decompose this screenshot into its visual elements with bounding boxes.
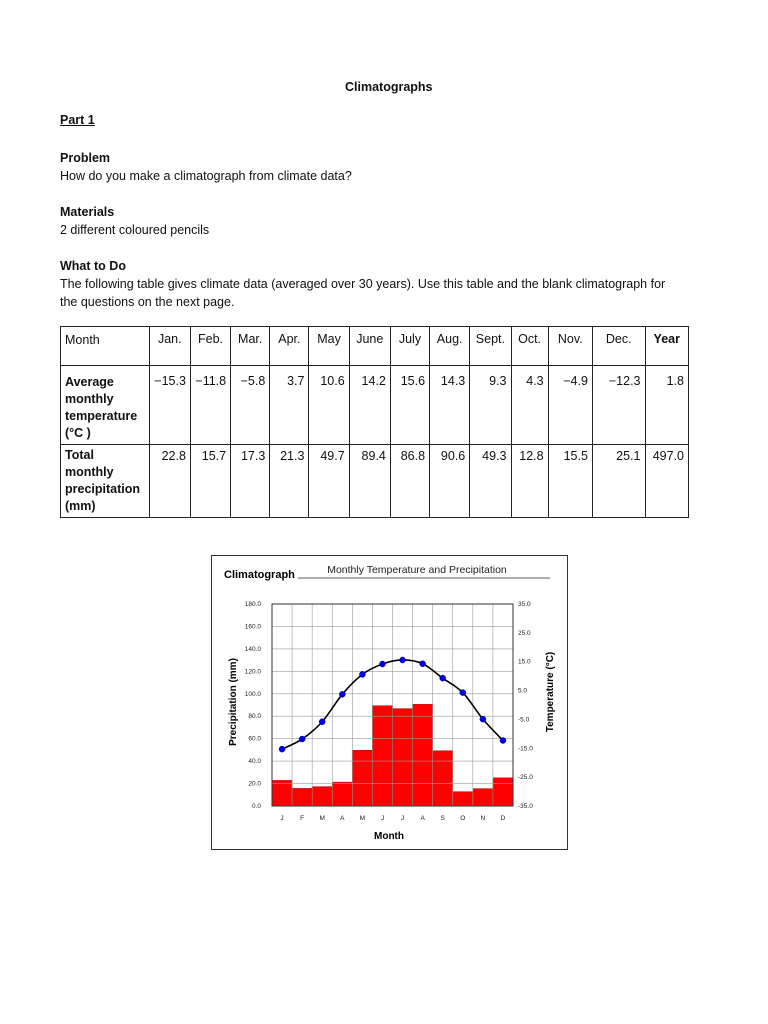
precipitation-cell: 17.3 <box>231 445 270 518</box>
precipitation-cell: 90.6 <box>430 445 470 518</box>
month-header-cell: Apr. <box>270 327 309 366</box>
precipitation-cell: 22.8 <box>149 445 190 518</box>
precipitation-bar <box>413 704 433 806</box>
precipitation-bar <box>312 787 332 806</box>
y-tick-label: 80.0 <box>248 713 261 721</box>
label-line: monthly <box>65 392 114 406</box>
temperature-cell: 15.6 <box>390 366 429 445</box>
precipitation-bar <box>493 778 513 806</box>
month-header-cell: Aug. <box>430 327 470 366</box>
label-line: precipitation <box>65 482 141 496</box>
precipitation-bar <box>292 788 312 806</box>
label-line: Total <box>65 448 94 462</box>
year-header-cell: Year <box>645 327 688 366</box>
precipitation-bar <box>433 751 453 806</box>
materials-heading: Materials <box>60 205 115 219</box>
x-axis-label: Month <box>374 831 404 842</box>
x-tick-label: D <box>500 815 506 822</box>
y-tick-label: 140.0 <box>244 645 261 653</box>
temperature-cell: 14.3 <box>430 366 470 445</box>
page-title: Climatographs <box>345 80 433 94</box>
x-tick-label: M <box>319 815 325 822</box>
x-tick-label: J <box>380 815 385 822</box>
x-tick-label: F <box>300 815 305 822</box>
materials-text: 2 different coloured pencils <box>60 223 210 237</box>
y2-tick-label: -35.0 <box>518 803 533 810</box>
y-tick-label: 180.0 <box>244 601 261 608</box>
temperature-cell: −4.9 <box>548 366 592 445</box>
temperature-cell: 14.2 <box>349 366 390 445</box>
temperature-point <box>500 737 506 743</box>
temperature-cell: −15.3 <box>149 366 190 445</box>
temperature-cell: −11.8 <box>190 366 230 445</box>
label-line: temperature <box>65 409 138 423</box>
x-tick-label: A <box>420 815 425 822</box>
label-line: (mm) <box>65 499 96 513</box>
precipitation-bar <box>272 780 292 806</box>
month-header-cell: Oct. <box>511 327 548 366</box>
problem-text: How do you make a climatograph from climate data? <box>60 169 352 183</box>
temperature-label-cell <box>61 366 150 445</box>
temperature-point <box>319 719 325 725</box>
month-header-cell: Sept. <box>470 327 511 366</box>
y2-tick-label: 5.0 <box>518 687 528 695</box>
chart-title: Monthly Temperature and Precipitation <box>327 564 507 576</box>
temperature-cell: 9.3 <box>470 366 511 445</box>
whattodo-text-line1: The following table gives climate data (averaged over 30 years). Use this table and the blank climatograph for <box>60 277 666 291</box>
precipitation-cell: 49.7 <box>309 445 349 518</box>
y-tick-label: 120.0 <box>244 668 261 676</box>
climatograph-svg <box>212 556 567 849</box>
x-tick-label: N <box>480 815 486 822</box>
temperature-cell: −12.3 <box>592 366 645 445</box>
precipitation-cell: 86.8 <box>390 445 429 518</box>
precipitation-bar <box>352 750 372 806</box>
label-line: (°C ) <box>65 426 91 440</box>
precipitation-cell: 89.4 <box>349 445 390 518</box>
temperature-point <box>420 661 426 667</box>
precipitation-year-cell: 497.0 <box>645 445 688 518</box>
temperature-point <box>460 690 466 696</box>
y-tick-label: 0.0 <box>251 803 261 810</box>
month-header-cell: Mar. <box>231 327 270 366</box>
header-label-cell: Month <box>61 327 150 366</box>
temperature-point <box>440 675 446 681</box>
table-row-precipitation <box>61 445 689 518</box>
precipitation-cell: 49.3 <box>470 445 511 518</box>
problem-heading: Problem <box>60 151 111 165</box>
y2-tick-label: -25.0 <box>518 774 533 782</box>
table-row-temperature <box>61 366 689 445</box>
y-tick-label: 20.0 <box>248 780 261 788</box>
precipitation-bar <box>332 782 352 806</box>
x-tick-label: M <box>359 815 366 822</box>
temperature-cell: −5.8 <box>231 366 270 445</box>
y2-tick-label: 35.0 <box>518 601 531 608</box>
temperature-cell: 10.6 <box>309 366 349 445</box>
precipitation-cell: 12.8 <box>511 445 548 518</box>
precipitation-bar <box>473 789 493 806</box>
chart-label: Climatograph <box>224 569 295 581</box>
precipitation-cell: 15.5 <box>548 445 592 518</box>
precipitation-bar <box>393 709 413 806</box>
whattodo-heading: What to Do <box>60 259 126 273</box>
precipitation-cell: 25.1 <box>592 445 645 518</box>
temperature-year-cell: 1.8 <box>645 366 688 445</box>
temperature-point <box>299 736 305 742</box>
y-tick-label: 40.0 <box>248 758 261 766</box>
y2-axis-label: Temperature (°C) <box>545 651 556 733</box>
temperature-point <box>359 671 365 677</box>
month-header-cell: Nov. <box>548 327 592 366</box>
y-tick-label: 60.0 <box>248 735 261 743</box>
climate-data-table <box>60 326 689 518</box>
precipitation-cell: 15.7 <box>190 445 230 518</box>
y2-tick-label: -15.0 <box>518 745 533 753</box>
label-line: Average <box>65 375 114 389</box>
whattodo-text-line2: the questions on the next page. <box>60 295 235 309</box>
precipitation-bar <box>372 706 392 806</box>
label-line: monthly <box>65 465 114 479</box>
precipitation-label-cell <box>61 445 150 518</box>
temperature-point <box>480 716 486 722</box>
y-axis-label: Precipitation (mm) <box>228 658 239 746</box>
x-tick-label: J <box>280 815 284 822</box>
precipitation-cell: 21.3 <box>270 445 309 518</box>
x-tick-label: O <box>460 815 466 822</box>
precipitation-bar <box>453 792 473 806</box>
temperature-point <box>339 691 345 697</box>
part-heading: Part 1 <box>60 113 95 127</box>
y2-tick-label: 15.0 <box>518 658 531 666</box>
y2-tick-label: 25.0 <box>518 629 531 637</box>
y-tick-label: 100.0 <box>244 690 261 698</box>
month-header-cell: June <box>349 327 390 366</box>
y-tick-label: 160.0 <box>244 623 261 631</box>
x-tick-label: A <box>340 815 345 822</box>
x-tick-label: J <box>400 815 405 822</box>
month-header-cell: Jan. <box>149 327 190 366</box>
y2-tick-label: -5.0 <box>518 716 530 724</box>
month-header-cell: July <box>390 327 429 366</box>
temperature-point <box>379 661 385 667</box>
x-tick-label: S <box>440 815 445 822</box>
month-header-cell: Dec. <box>592 327 645 366</box>
temperature-cell: 4.3 <box>511 366 548 445</box>
climatograph-chart <box>211 555 568 850</box>
month-header-cell: Feb. <box>190 327 230 366</box>
month-header-cell: May <box>309 327 349 366</box>
temperature-point <box>279 746 285 752</box>
temperature-point <box>400 657 406 663</box>
table-header-row <box>61 327 689 366</box>
temperature-cell: 3.7 <box>270 366 309 445</box>
